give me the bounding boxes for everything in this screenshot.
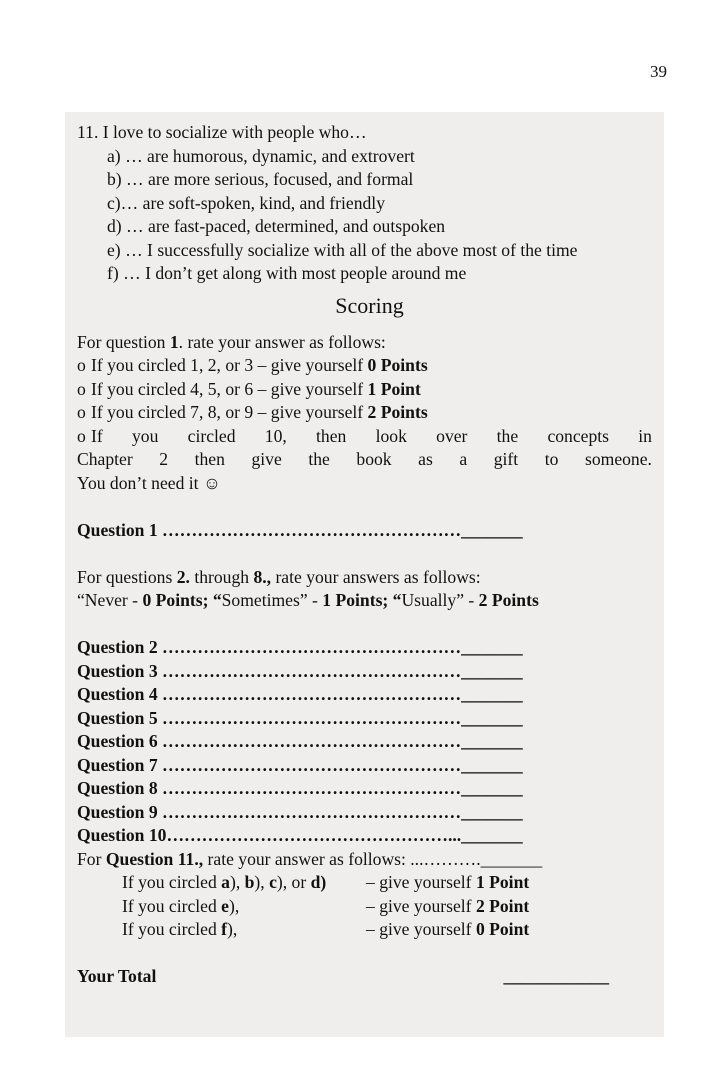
q11-intro-post: rate your answer as follows: ...………._______ xyxy=(203,848,543,869)
condition-part: ), xyxy=(229,872,245,892)
scale-sometimes-label: Sometimes” - xyxy=(221,590,323,610)
panel-content xyxy=(77,121,652,989)
word: the xyxy=(496,425,519,446)
q11-rule xyxy=(77,895,652,919)
q1-intro-num: 1 xyxy=(169,331,179,352)
rule-points: 1 Point xyxy=(367,378,421,399)
q11-intro xyxy=(77,848,652,872)
q2-8-intro-post: rate your answers as follows: xyxy=(271,566,481,587)
condition-part: ), xyxy=(227,919,238,939)
condition-part: If you circled xyxy=(122,895,222,916)
word: over xyxy=(436,425,468,446)
question-score-line: Question 3 ……………………………………………_______ xyxy=(77,660,523,681)
q11-rule-points: 2 Point xyxy=(475,895,530,916)
q11-rule-condition xyxy=(122,895,366,919)
word: 10, xyxy=(264,425,287,446)
word: give xyxy=(251,449,282,469)
bullet-icon: o xyxy=(77,378,86,399)
q2-8-intro-pre: For questions xyxy=(77,566,177,587)
question-1-score-line: Question 1 ……………………………………………_______ xyxy=(77,519,523,540)
q11-rule-points: 0 Point xyxy=(475,919,530,939)
condition-part: a xyxy=(221,872,230,892)
option-a: a) … are humorous, dynamic, and extrovert xyxy=(107,145,415,166)
rule-10-line-3: You don’t need it ☺ xyxy=(77,472,221,493)
q2-8-intro-mid: through xyxy=(189,566,254,587)
question-score-line: Question 6 ……………………………………………_______ xyxy=(77,731,523,751)
q11-rule-points: 1 Point xyxy=(475,872,530,892)
q11-rule xyxy=(77,918,652,942)
bullet-icon: o xyxy=(77,355,86,375)
q11-rule-condition xyxy=(122,918,366,942)
q11-rule-give: – give yourself xyxy=(366,872,476,892)
q1-intro-pre: For question xyxy=(77,331,170,352)
condition-part: ), xyxy=(254,872,270,892)
word: then xyxy=(194,449,225,469)
page-number: 39 xyxy=(650,62,667,81)
rule-10-first-word xyxy=(77,425,103,449)
condition-part: If you circled xyxy=(122,872,222,892)
total-label: Your Total xyxy=(77,966,157,986)
rule-points: 0 Points xyxy=(367,355,428,375)
option-d: d) … are fast-paced, determined, and outspoken xyxy=(107,216,446,236)
question-11-prompt: 11. I love to socialize with people who… xyxy=(77,122,367,142)
q11-intro-bold: Question 11., xyxy=(105,848,204,869)
rule-text: If you circled 4, 5, or 6 – give yourself xyxy=(91,378,368,399)
q1-intro-post: . rate your answer as follows: xyxy=(178,331,386,352)
q2-8-intro-from: 2. xyxy=(176,566,190,587)
q11-intro-pre: For xyxy=(77,848,106,869)
scale-never-label: “Never - xyxy=(77,590,143,610)
quiz-panel xyxy=(65,112,664,1037)
total-blank: ____________ xyxy=(503,966,609,986)
condition-part: b xyxy=(244,872,255,892)
scale-usually-label: Usually” - xyxy=(401,590,479,610)
question-score-lines xyxy=(77,636,652,848)
word: a xyxy=(459,449,468,469)
option-e: e) … I successfully socialize with all of the above most of the time xyxy=(107,239,578,260)
q11-rule xyxy=(77,871,652,895)
word: Chapter xyxy=(77,449,133,469)
condition-part: ), xyxy=(228,895,240,916)
word: then xyxy=(316,425,347,446)
word: you xyxy=(131,425,159,446)
condition-part: If you circled xyxy=(122,919,222,939)
q11-rule-condition xyxy=(122,871,366,895)
rule-10-line-2 xyxy=(77,448,652,472)
bullet-icon: o xyxy=(77,425,86,446)
condition-part: f xyxy=(221,919,228,939)
scale-usually-points: 2 Points xyxy=(478,590,539,610)
word: gift xyxy=(493,449,519,469)
q11-rule-give: – give yourself xyxy=(366,919,476,939)
scale-never-points: 0 Points; “ xyxy=(142,590,222,610)
scoring-heading: Scoring xyxy=(335,292,404,318)
q1-intro xyxy=(77,331,652,355)
option-b: b) … are more serious, focused, and formal xyxy=(107,169,414,189)
word: in xyxy=(638,425,652,446)
q2-8-intro xyxy=(77,566,652,590)
total-row xyxy=(77,965,609,989)
question-score-line: Question 10…………………………………………..._______ xyxy=(77,825,523,845)
condition-part: e xyxy=(221,895,229,916)
condition-part: ), or xyxy=(276,872,311,892)
q11-rules xyxy=(77,871,652,942)
word: concepts xyxy=(547,425,609,446)
word: 2 xyxy=(159,449,169,469)
rule-2 xyxy=(77,378,652,402)
rule-1 xyxy=(77,354,652,378)
question-score-line: Question 9 ……………………………………………_______ xyxy=(77,801,523,822)
answer-scale xyxy=(77,589,652,613)
word: If xyxy=(91,425,103,446)
word: the xyxy=(308,449,330,469)
rule-text: If you circled 7, 8, or 9 – give yourself xyxy=(91,402,368,422)
word: look xyxy=(375,425,407,446)
question-score-line: Question 2 ……………………………………………_______ xyxy=(77,637,523,657)
word: someone. xyxy=(585,449,652,469)
rule-text: If you circled 1, 2, or 3 – give yourself xyxy=(91,355,368,375)
q11-rule-give: – give yourself xyxy=(366,895,476,916)
scale-sometimes-points: 1 Points; “ xyxy=(322,590,402,610)
condition-part: d) xyxy=(310,872,327,892)
rule-3 xyxy=(77,401,652,425)
option-f: f) … I don’t get along with most people around me xyxy=(107,263,467,283)
word: as xyxy=(418,449,433,469)
rule-10-line-1 xyxy=(77,425,652,449)
rule-points: 2 Points xyxy=(367,402,428,422)
word: to xyxy=(544,449,559,469)
question-score-line: Question 7 ……………………………………………_______ xyxy=(77,754,523,775)
question-score-line: Question 5 ……………………………………………_______ xyxy=(77,707,523,728)
word: circled xyxy=(187,425,236,446)
bullet-icon: o xyxy=(77,402,86,422)
question-score-line: Question 4 ……………………………………………_______ xyxy=(77,684,523,704)
question-score-line: Question 8 ……………………………………………_______ xyxy=(77,778,523,798)
option-c: c)… are soft-spoken, kind, and friendly xyxy=(107,192,385,213)
word: book xyxy=(356,449,392,469)
condition-part: c xyxy=(269,872,277,892)
q2-8-intro-to: 8., xyxy=(253,566,272,587)
